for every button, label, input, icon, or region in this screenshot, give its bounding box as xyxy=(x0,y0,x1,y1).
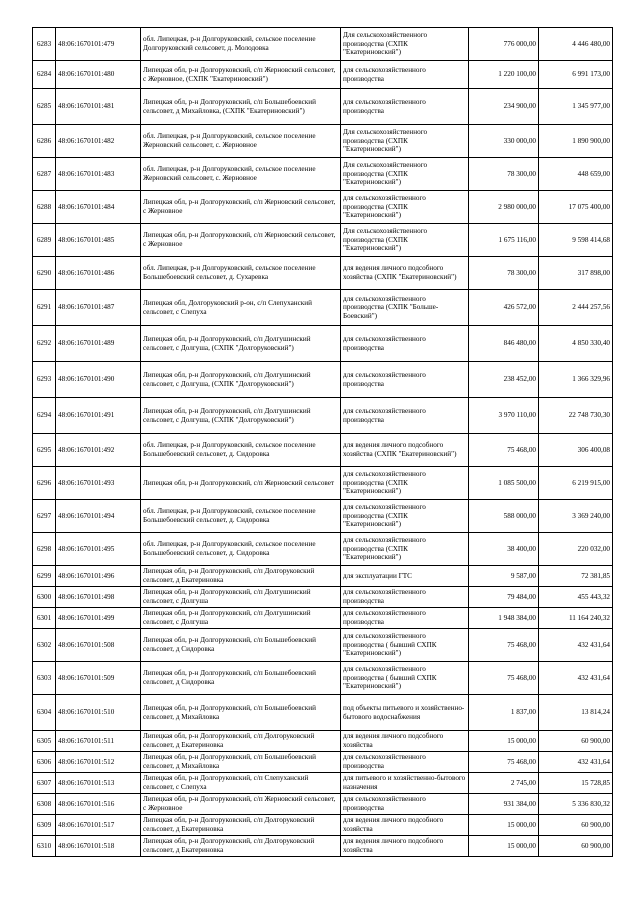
area: 2 980 000,00 xyxy=(469,191,539,224)
address: Липецкая обл, р-н Долгоруковский, с/п Жерновский сельсовет xyxy=(141,467,341,500)
table-row xyxy=(33,28,613,61)
area: 234 900,00 xyxy=(469,89,539,125)
cadastral-cost: 220 032,00 xyxy=(539,533,613,566)
area: 15 000,00 xyxy=(469,815,539,836)
permitted-use: для сельскохозяйственного производства xyxy=(341,362,469,398)
row-number: 6293 xyxy=(33,362,56,398)
area: 3 970 110,00 xyxy=(469,398,539,434)
address: Липецкая обл, р-н Долгоруковский, с/п Долгоруковский сельсовет, д Екатериновка xyxy=(141,836,341,857)
row-number: 6284 xyxy=(33,61,56,89)
address: обл. Липецкая, р-н Долгоруковский, сельское поселение Большебоевский сельсовет, д. Сидоровка xyxy=(141,500,341,533)
area: 238 452,00 xyxy=(469,362,539,398)
cadastral-cost: 317 898,00 xyxy=(539,257,613,290)
table-row xyxy=(33,752,613,773)
cadastral-cost: 5 336 830,32 xyxy=(539,794,613,815)
cadastral-number: 48:06:1670101:499 xyxy=(56,608,141,629)
row-number: 6294 xyxy=(33,398,56,434)
permitted-use: для эксплуатации ГТС xyxy=(341,566,469,587)
permitted-use: для ведения личного подсобного хозяйства xyxy=(341,836,469,857)
table-row xyxy=(33,836,613,857)
document-page xyxy=(32,27,612,857)
cadastral-number: 48:06:1670101:512 xyxy=(56,752,141,773)
table-row xyxy=(33,629,613,662)
area: 776 000,00 xyxy=(469,28,539,61)
cadastral-cost: 432 431,64 xyxy=(539,752,613,773)
area: 75 468,00 xyxy=(469,752,539,773)
cadastral-number: 48:06:1670101:485 xyxy=(56,224,141,257)
cadastral-cost: 1 366 329,96 xyxy=(539,362,613,398)
cadastral-number: 48:06:1670101:481 xyxy=(56,89,141,125)
permitted-use: для сельскохозяйственного производства ( бывший СХПК "Екатериновский") xyxy=(341,629,469,662)
table-row xyxy=(33,731,613,752)
table-row xyxy=(33,224,613,257)
row-number: 6285 xyxy=(33,89,56,125)
address: Липецкая обл, р-н Долгоруковский, с/п Большебоевский сельсовет, д Сидоровка xyxy=(141,662,341,695)
area: 1 837,00 xyxy=(469,695,539,731)
cadastral-number: 48:06:1670101:513 xyxy=(56,773,141,794)
table-row xyxy=(33,773,613,794)
cadastral-cost: 4 850 330,40 xyxy=(539,326,613,362)
row-number: 6291 xyxy=(33,290,56,326)
row-number: 6292 xyxy=(33,326,56,362)
cadastral-cost: 2 444 257,56 xyxy=(539,290,613,326)
area: 9 587,00 xyxy=(469,566,539,587)
table-row xyxy=(33,257,613,290)
row-number: 6296 xyxy=(33,467,56,500)
cadastral-cost: 3 369 240,00 xyxy=(539,500,613,533)
permitted-use: Для сельскохозяйственного производства (СХПК "Екатериновский") xyxy=(341,125,469,158)
permitted-use: для сельскохозяйственного производства xyxy=(341,587,469,608)
table-row xyxy=(33,533,613,566)
area: 38 400,00 xyxy=(469,533,539,566)
address: Липецкая обл, р-н Долгоруковский, с/п Долгоруковский сельсовет, д Екатериновка xyxy=(141,731,341,752)
address: Липецкая обл, р-н Долгоруковский, с/п Жерновский сельсовет, с Жерновное xyxy=(141,794,341,815)
cadastral-number: 48:06:1670101:484 xyxy=(56,191,141,224)
cadastral-cost: 4 446 480,00 xyxy=(539,28,613,61)
table-row xyxy=(33,158,613,191)
area: 1 675 116,00 xyxy=(469,224,539,257)
area: 75 468,00 xyxy=(469,629,539,662)
cadastral-number: 48:06:1670101:516 xyxy=(56,794,141,815)
address: обл. Липецкая, р-н Долгоруковский, сельское поселение Долгоруковский сельсовет, д. Молодовка xyxy=(141,28,341,61)
row-number: 6283 xyxy=(33,28,56,61)
permitted-use: для сельскохозяйственного производства (СХПК "Екатериновский") xyxy=(341,467,469,500)
permitted-use: под объекты питьевого и хозяйственно-бытового водоснабжения xyxy=(341,695,469,731)
permitted-use: для сельскохозяйственного производства xyxy=(341,326,469,362)
table-row xyxy=(33,125,613,158)
cadastral-cost: 448 659,00 xyxy=(539,158,613,191)
area: 330 000,00 xyxy=(469,125,539,158)
row-number: 6301 xyxy=(33,608,56,629)
cadastral-number: 48:06:1670101:494 xyxy=(56,500,141,533)
cadastral-number: 48:06:1670101:489 xyxy=(56,326,141,362)
address: Липецкая обл, р-н Долгоруковский, с/п Долгушинский сельсовет, с Долгуша, (СХПК "Долгоруковский") xyxy=(141,398,341,434)
address: Липецкая обл, р-н Долгоруковский, с/п Жерновский сельсовет, с Жерновное xyxy=(141,224,341,257)
cadastral-cost: 22 748 730,30 xyxy=(539,398,613,434)
row-number: 6289 xyxy=(33,224,56,257)
area: 846 480,00 xyxy=(469,326,539,362)
address: обл. Липецкая, р-н Долгоруковский, сельское поселение Жерновский сельсовет, с. Жерновное xyxy=(141,158,341,191)
cadastral-cost: 1 345 977,00 xyxy=(539,89,613,125)
cadastral-number: 48:06:1670101:480 xyxy=(56,61,141,89)
permitted-use: для сельскохозяйственного производства xyxy=(341,752,469,773)
area: 15 000,00 xyxy=(469,836,539,857)
address: Липецкая обл, р-н Долгоруковский, с/п Долгушинский сельсовет, с Долгуша, (СХПК "Долгоруковский") xyxy=(141,362,341,398)
permitted-use: Для сельскохозяйственного производства (СХПК "Екатериновский") xyxy=(341,28,469,61)
area: 75 468,00 xyxy=(469,434,539,467)
cadastral-cost: 17 075 400,00 xyxy=(539,191,613,224)
row-number: 6309 xyxy=(33,815,56,836)
permitted-use: для ведения личного подсобного хозяйства xyxy=(341,815,469,836)
row-number: 6290 xyxy=(33,257,56,290)
address: обл. Липецкая, р-н Долгоруковский, сельское поселение Большебоевский сельсовет, д. Сидоровка xyxy=(141,434,341,467)
cadastral-number: 48:06:1670101:490 xyxy=(56,362,141,398)
address: Липецкая обл, Долгоруковский р-он, с/п Слепуханский сельсовет, с Слепуха xyxy=(141,290,341,326)
permitted-use: для сельскохозяйственного производства (СХПК "Больше-Боевский") xyxy=(341,290,469,326)
cadastral-cost: 455 443,32 xyxy=(539,587,613,608)
table-row xyxy=(33,191,613,224)
area: 588 000,00 xyxy=(469,500,539,533)
address: Липецкая обл, р-н Долгоруковский, с/п Жерновский сельсовет, с Жерновное xyxy=(141,191,341,224)
table-row xyxy=(33,362,613,398)
permitted-use: для сельскохозяйственного производства (СХПК "Екатериновский") xyxy=(341,533,469,566)
area: 75 468,00 xyxy=(469,662,539,695)
address: Липецкая обл, р-н Долгоруковский, с/п Большебоевский сельсовет, д Михайловка xyxy=(141,752,341,773)
cadastral-cost: 60 900,00 xyxy=(539,731,613,752)
table-row xyxy=(33,794,613,815)
cadastral-cost: 60 900,00 xyxy=(539,836,613,857)
cadastral-cost: 306 400,08 xyxy=(539,434,613,467)
cadastral-cost: 60 900,00 xyxy=(539,815,613,836)
row-number: 6310 xyxy=(33,836,56,857)
address: Липецкая обл, р-н Долгоруковский, с/п Большебоевский сельсовет, д Михайловка xyxy=(141,695,341,731)
address: Липецкая обл, р-н Долгоруковский, с/п Большебоевский сельсовет, д Сидоровка xyxy=(141,629,341,662)
cadastral-number: 48:06:1670101:508 xyxy=(56,629,141,662)
table-row xyxy=(33,587,613,608)
area: 78 300,00 xyxy=(469,158,539,191)
cadastral-cost: 13 814,24 xyxy=(539,695,613,731)
cadastral-cost: 15 728,85 xyxy=(539,773,613,794)
address: обл. Липецкая, р-н Долгоруковский, сельское поселение Большебоевский сельсовет, д. Сухаревка xyxy=(141,257,341,290)
cadastral-number: 48:06:1670101:517 xyxy=(56,815,141,836)
cadastral-number: 48:06:1670101:479 xyxy=(56,28,141,61)
land-plots-table xyxy=(32,27,613,857)
address: обл. Липецкая, р-н Долгоруковский, сельское поселение Жерновский сельсовет, с. Жерновное xyxy=(141,125,341,158)
row-number: 6306 xyxy=(33,752,56,773)
permitted-use: для сельскохозяйственного производства xyxy=(341,794,469,815)
area: 2 745,00 xyxy=(469,773,539,794)
row-number: 6305 xyxy=(33,731,56,752)
cadastral-number: 48:06:1670101:487 xyxy=(56,290,141,326)
permitted-use: для питьевого и хозяйственно-бытового назначения xyxy=(341,773,469,794)
cadastral-number: 48:06:1670101:509 xyxy=(56,662,141,695)
cadastral-cost: 11 164 240,32 xyxy=(539,608,613,629)
row-number: 6287 xyxy=(33,158,56,191)
permitted-use: для сельскохозяйственного производства (СХПК "Екатериновский") xyxy=(341,191,469,224)
permitted-use: для сельскохозяйственного производства xyxy=(341,89,469,125)
table-row xyxy=(33,290,613,326)
permitted-use: для ведения личного подсобного хозяйства xyxy=(341,731,469,752)
row-number: 6300 xyxy=(33,587,56,608)
address: Липецкая обл, р-н Долгоруковский, с/п Долгушинский сельсовет, с Долгуша xyxy=(141,608,341,629)
row-number: 6303 xyxy=(33,662,56,695)
address: Липецкая обл, р-н Долгоруковский, с/п Долгоруковский сельсовет, д Екатериновка xyxy=(141,815,341,836)
cadastral-number: 48:06:1670101:498 xyxy=(56,587,141,608)
address: Липецкая обл, р-н Долгоруковский, с/п Слепуханский сельсовет, с Слепуха xyxy=(141,773,341,794)
address: Липецкая обл, р-н Долгоруковский, с/п Долгушинский сельсовет, с Долгуша xyxy=(141,587,341,608)
permitted-use: для сельскохозяйственного производства xyxy=(341,61,469,89)
permitted-use: для сельскохозяйственного производства (СХПК "Екатериновский") xyxy=(341,500,469,533)
address: Липецкая обл, р-н Долгоруковский, с/п Большебоевский сельсовет, д Михайловка, (СХПК "Екатериновский") xyxy=(141,89,341,125)
area: 931 384,00 xyxy=(469,794,539,815)
area: 79 484,00 xyxy=(469,587,539,608)
table-row xyxy=(33,695,613,731)
cadastral-cost: 432 431,64 xyxy=(539,662,613,695)
table-row xyxy=(33,566,613,587)
permitted-use: для сельскохозяйственного производства ( бывший СХПК "Екатериновский") xyxy=(341,662,469,695)
row-number: 6286 xyxy=(33,125,56,158)
row-number: 6298 xyxy=(33,533,56,566)
table-row xyxy=(33,608,613,629)
cadastral-number: 48:06:1670101:518 xyxy=(56,836,141,857)
table-row xyxy=(33,398,613,434)
area: 15 000,00 xyxy=(469,731,539,752)
row-number: 6302 xyxy=(33,629,56,662)
cadastral-cost: 6 219 915,00 xyxy=(539,467,613,500)
table-row xyxy=(33,61,613,89)
area: 1 220 100,00 xyxy=(469,61,539,89)
address: Липецкая обл, р-н Долгоруковский, с/п Жерновский сельсовет, с Жерновное, (СХПК "Екатериновский") xyxy=(141,61,341,89)
row-number: 6297 xyxy=(33,500,56,533)
cadastral-number: 48:06:1670101:492 xyxy=(56,434,141,467)
cadastral-number: 48:06:1670101:493 xyxy=(56,467,141,500)
address: Липецкая обл, р-н Долгоруковский, с/п Долгушинский сельсовет, с Долгуша, (СХПК "Долгоруковский") xyxy=(141,326,341,362)
row-number: 6308 xyxy=(33,794,56,815)
cadastral-number: 48:06:1670101:510 xyxy=(56,695,141,731)
area: 1 085 500,00 xyxy=(469,467,539,500)
permitted-use: для ведения личного подсобного хозяйства (СХПК "Екатериновский") xyxy=(341,434,469,467)
cadastral-number: 48:06:1670101:511 xyxy=(56,731,141,752)
cadastral-cost: 72 381,85 xyxy=(539,566,613,587)
table-row xyxy=(33,500,613,533)
cadastral-number: 48:06:1670101:482 xyxy=(56,125,141,158)
row-number: 6288 xyxy=(33,191,56,224)
area: 78 300,00 xyxy=(469,257,539,290)
cadastral-number: 48:06:1670101:495 xyxy=(56,533,141,566)
address: обл. Липецкая, р-н Долгоруковский, сельское поселение Большебоевский сельсовет, д. Сидоровка xyxy=(141,533,341,566)
permitted-use: для сельскохозяйственного производства xyxy=(341,398,469,434)
table-row xyxy=(33,467,613,500)
area: 426 572,00 xyxy=(469,290,539,326)
address: Липецкая обл, р-н Долгоруковский, с/п Долгоруковский сельсовет, д Екатериновка xyxy=(141,566,341,587)
cadastral-cost: 1 890 900,00 xyxy=(539,125,613,158)
permitted-use: для ведения личного подсобного хозяйства (СХПК "Екатериновский") xyxy=(341,257,469,290)
cadastral-number: 48:06:1670101:496 xyxy=(56,566,141,587)
cadastral-number: 48:06:1670101:486 xyxy=(56,257,141,290)
row-number: 6304 xyxy=(33,695,56,731)
table-row xyxy=(33,662,613,695)
row-number: 6299 xyxy=(33,566,56,587)
cadastral-cost: 9 598 414,68 xyxy=(539,224,613,257)
cadastral-number: 48:06:1670101:491 xyxy=(56,398,141,434)
permitted-use: Для сельскохозяйственного производства (СХПК "Екатериновский") xyxy=(341,224,469,257)
table-row xyxy=(33,815,613,836)
table-row xyxy=(33,434,613,467)
table-row xyxy=(33,89,613,125)
permitted-use: Для сельскохозяйственного производства (СХПК "Екатериновский") xyxy=(341,158,469,191)
cadastral-number: 48:06:1670101:483 xyxy=(56,158,141,191)
permitted-use: для сельскохозяйственного производства xyxy=(341,608,469,629)
cadastral-cost: 6 991 173,00 xyxy=(539,61,613,89)
table-body xyxy=(33,28,613,857)
area: 1 948 384,00 xyxy=(469,608,539,629)
row-number: 6307 xyxy=(33,773,56,794)
table-row xyxy=(33,326,613,362)
row-number: 6295 xyxy=(33,434,56,467)
cadastral-cost: 432 431,64 xyxy=(539,629,613,662)
